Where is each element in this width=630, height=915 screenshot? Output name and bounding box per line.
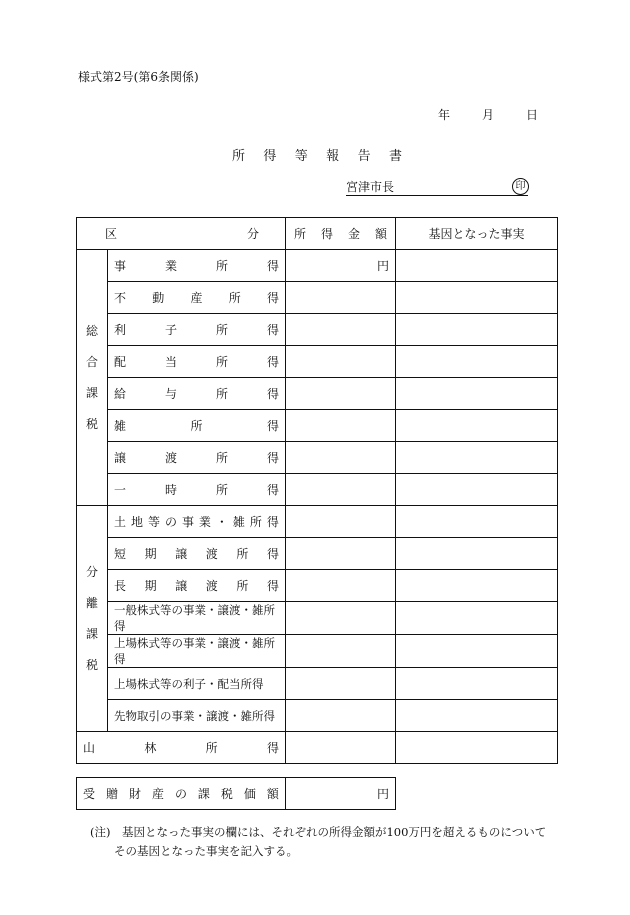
row-label xyxy=(108,570,286,602)
amount-cell[interactable] xyxy=(286,410,396,442)
label-char: 時 xyxy=(164,483,177,497)
footnote-line-2: その基因となった事実を記入する。 xyxy=(114,844,298,858)
label-char: 所 xyxy=(228,291,241,305)
label-char: 贈 xyxy=(105,787,118,801)
table-row xyxy=(77,570,558,602)
footnote xyxy=(90,823,560,861)
label-char: 所 xyxy=(215,323,228,337)
group-label-sogo xyxy=(77,250,108,506)
reason-cell[interactable] xyxy=(396,474,558,506)
table-header-row xyxy=(77,218,558,250)
table-row xyxy=(77,778,396,810)
label-char: 得 xyxy=(266,741,279,755)
reason-cell[interactable] xyxy=(396,635,558,668)
row-label xyxy=(108,378,286,410)
table-row xyxy=(77,346,558,378)
reason-cell[interactable] xyxy=(396,700,558,732)
label-char: 業 xyxy=(164,259,177,273)
label-char: 得 xyxy=(266,387,279,401)
reason-cell[interactable] xyxy=(396,668,558,700)
reason-cell[interactable] xyxy=(396,602,558,635)
amount-cell[interactable] xyxy=(286,378,396,410)
group-char: 合 xyxy=(85,354,98,369)
label-char: 所 xyxy=(249,515,262,529)
header-reason: 基因となった事実 xyxy=(396,218,558,250)
label-char: 所 xyxy=(215,355,228,369)
footnote-line-1: (注) 基因となった事実の欄には、それぞれの所得金額が100万円を超えるものについて xyxy=(90,825,547,839)
row-label: 一般株式等の事業・譲渡・雑所得 xyxy=(108,602,286,635)
header-category xyxy=(77,218,286,250)
date-day: 日 xyxy=(525,108,538,122)
label-char: 山 xyxy=(83,741,96,755)
label-char: 動 xyxy=(152,291,165,305)
row-label xyxy=(108,506,286,538)
reason-cell[interactable] xyxy=(396,732,558,764)
row-label: 上場株式等の事業・譲渡・雑所得 xyxy=(108,635,286,668)
label-char: 不 xyxy=(114,291,127,305)
reason-cell[interactable] xyxy=(396,410,558,442)
seal-mark: 印 xyxy=(512,178,529,195)
title-char: 報 xyxy=(326,149,340,164)
label-char: の xyxy=(174,787,187,801)
label-char: 当 xyxy=(164,355,177,369)
addressee: 宮津市長 xyxy=(346,180,395,194)
gift-label xyxy=(77,778,286,810)
reason-cell[interactable] xyxy=(396,506,558,538)
table-row xyxy=(77,378,558,410)
label-char: 所 xyxy=(215,259,228,273)
reason-cell[interactable] xyxy=(396,378,558,410)
label-char: 課 xyxy=(197,787,210,801)
reason-cell[interactable] xyxy=(396,346,558,378)
group-char: 税 xyxy=(85,416,98,431)
table-row xyxy=(77,538,558,570)
label-char: 事 xyxy=(181,515,194,529)
label-char: 所 xyxy=(236,547,249,561)
label-char: 得 xyxy=(266,483,279,497)
date-year: 年 xyxy=(438,108,451,122)
table-row xyxy=(77,250,558,282)
amount-cell[interactable] xyxy=(286,570,396,602)
row-label xyxy=(108,282,286,314)
label-char: 譲 xyxy=(175,579,188,593)
group-char: 課 xyxy=(85,385,98,400)
amount-cell[interactable] xyxy=(286,538,396,570)
gift-amount-cell[interactable]: 円 xyxy=(286,778,396,810)
reason-cell[interactable] xyxy=(396,282,558,314)
label-char: 得 xyxy=(266,547,279,561)
row-label xyxy=(108,346,286,378)
label-char: 譲 xyxy=(114,451,127,465)
label-char: 得 xyxy=(266,323,279,337)
label-char: 利 xyxy=(114,323,127,337)
reason-cell[interactable] xyxy=(396,314,558,346)
label-char: 価 xyxy=(243,787,256,801)
date-month: 月 xyxy=(481,108,494,122)
label-char: 得 xyxy=(266,579,279,593)
amount-cell[interactable]: 円 xyxy=(286,250,396,282)
table-row xyxy=(77,602,558,635)
label-char: 所 xyxy=(190,419,203,433)
label-char: 所 xyxy=(205,741,218,755)
income-table xyxy=(76,217,558,764)
row-label xyxy=(108,538,286,570)
amount-cell[interactable] xyxy=(286,732,396,764)
reason-cell[interactable] xyxy=(396,442,558,474)
amount-cell[interactable] xyxy=(286,474,396,506)
label-char: 譲 xyxy=(175,547,188,561)
table-row xyxy=(77,410,558,442)
label-char: 渡 xyxy=(205,547,218,561)
group-char: 離 xyxy=(85,595,98,610)
document-title xyxy=(232,145,402,164)
label-char: 額 xyxy=(266,787,279,801)
date-line xyxy=(438,106,538,123)
reason-cell[interactable] xyxy=(396,570,558,602)
label-char: 等 xyxy=(147,515,160,529)
label-char: 得 xyxy=(266,515,279,529)
label-char: 得 xyxy=(266,451,279,465)
label-char: 業 xyxy=(198,515,211,529)
table-row xyxy=(77,700,558,732)
amount-cell[interactable] xyxy=(286,346,396,378)
label-char: 所 xyxy=(215,387,228,401)
table-row xyxy=(77,442,558,474)
title-char: 告 xyxy=(357,149,371,164)
amount-cell[interactable] xyxy=(286,700,396,732)
amount-cell[interactable] xyxy=(286,442,396,474)
group-char: 総 xyxy=(85,323,98,338)
label-char: 給 xyxy=(114,387,127,401)
label-char: 得 xyxy=(266,291,279,305)
header-char: 金 xyxy=(347,227,360,241)
label-char: 土 xyxy=(114,515,127,529)
label-char: 得 xyxy=(266,419,279,433)
amount-cell[interactable] xyxy=(286,506,396,538)
row-label: 先物取引の事業・譲渡・雑所得 xyxy=(108,700,286,732)
label-char: 産 xyxy=(151,787,164,801)
row-label xyxy=(108,442,286,474)
group-label-bunri xyxy=(77,506,108,732)
title-char: 等 xyxy=(294,149,308,164)
table-row xyxy=(77,668,558,700)
label-char: 雑 xyxy=(232,515,245,529)
group-char: 分 xyxy=(85,564,98,579)
row-label xyxy=(108,474,286,506)
amount-cell[interactable] xyxy=(286,282,396,314)
label-char: 所 xyxy=(215,451,228,465)
label-char: 期 xyxy=(144,547,157,561)
label-char: の xyxy=(164,515,177,529)
header-amount xyxy=(286,218,396,250)
header-char: 所 xyxy=(294,227,307,241)
label-char: 渡 xyxy=(164,451,177,465)
label-char: 雑 xyxy=(114,419,127,433)
label-char: 与 xyxy=(164,387,177,401)
row-label xyxy=(108,314,286,346)
amount-cell[interactable] xyxy=(286,602,396,635)
table-row xyxy=(77,635,558,668)
addressee-line xyxy=(346,178,528,196)
header-char: 分 xyxy=(246,227,259,241)
label-char: 子 xyxy=(164,323,177,337)
gift-table xyxy=(76,777,396,810)
label-char: 得 xyxy=(266,259,279,273)
label-char: 産 xyxy=(190,291,203,305)
label-char: 得 xyxy=(266,355,279,369)
group-char: 税 xyxy=(85,657,98,672)
label-char: 短 xyxy=(114,547,127,561)
table-row xyxy=(77,506,558,538)
label-char: 所 xyxy=(215,483,228,497)
header-char: 額 xyxy=(374,227,387,241)
table-row xyxy=(77,474,558,506)
table-row xyxy=(77,732,558,764)
label-char: 税 xyxy=(220,787,233,801)
row-label-sanrin xyxy=(77,732,286,764)
title-char: 書 xyxy=(388,149,402,164)
header-char: 得 xyxy=(320,227,333,241)
label-char: ・ xyxy=(215,515,228,529)
table-row xyxy=(77,314,558,346)
amount-cell[interactable] xyxy=(286,635,396,668)
header-char: 区 xyxy=(105,227,118,241)
reason-cell[interactable] xyxy=(396,250,558,282)
label-char: 配 xyxy=(114,355,127,369)
form-number: 様式第2号(第6条関係) xyxy=(78,70,199,84)
row-label: 上場株式等の利子・配当所得 xyxy=(108,668,286,700)
title-char: 得 xyxy=(263,149,277,164)
table-row xyxy=(77,282,558,314)
group-char: 課 xyxy=(85,626,98,641)
title-char: 所 xyxy=(232,149,246,164)
label-char: 長 xyxy=(114,579,127,593)
label-char: 一 xyxy=(114,483,127,497)
label-char: 財 xyxy=(128,787,141,801)
label-char: 所 xyxy=(236,579,249,593)
row-label xyxy=(108,410,286,442)
label-char: 渡 xyxy=(205,579,218,593)
label-char: 地 xyxy=(130,515,143,529)
label-char: 事 xyxy=(114,259,127,273)
amount-cell[interactable] xyxy=(286,668,396,700)
label-char: 期 xyxy=(144,579,157,593)
label-char: 林 xyxy=(144,741,157,755)
amount-cell[interactable] xyxy=(286,314,396,346)
label-char: 受 xyxy=(83,787,96,801)
row-label xyxy=(108,250,286,282)
reason-cell[interactable] xyxy=(396,538,558,570)
